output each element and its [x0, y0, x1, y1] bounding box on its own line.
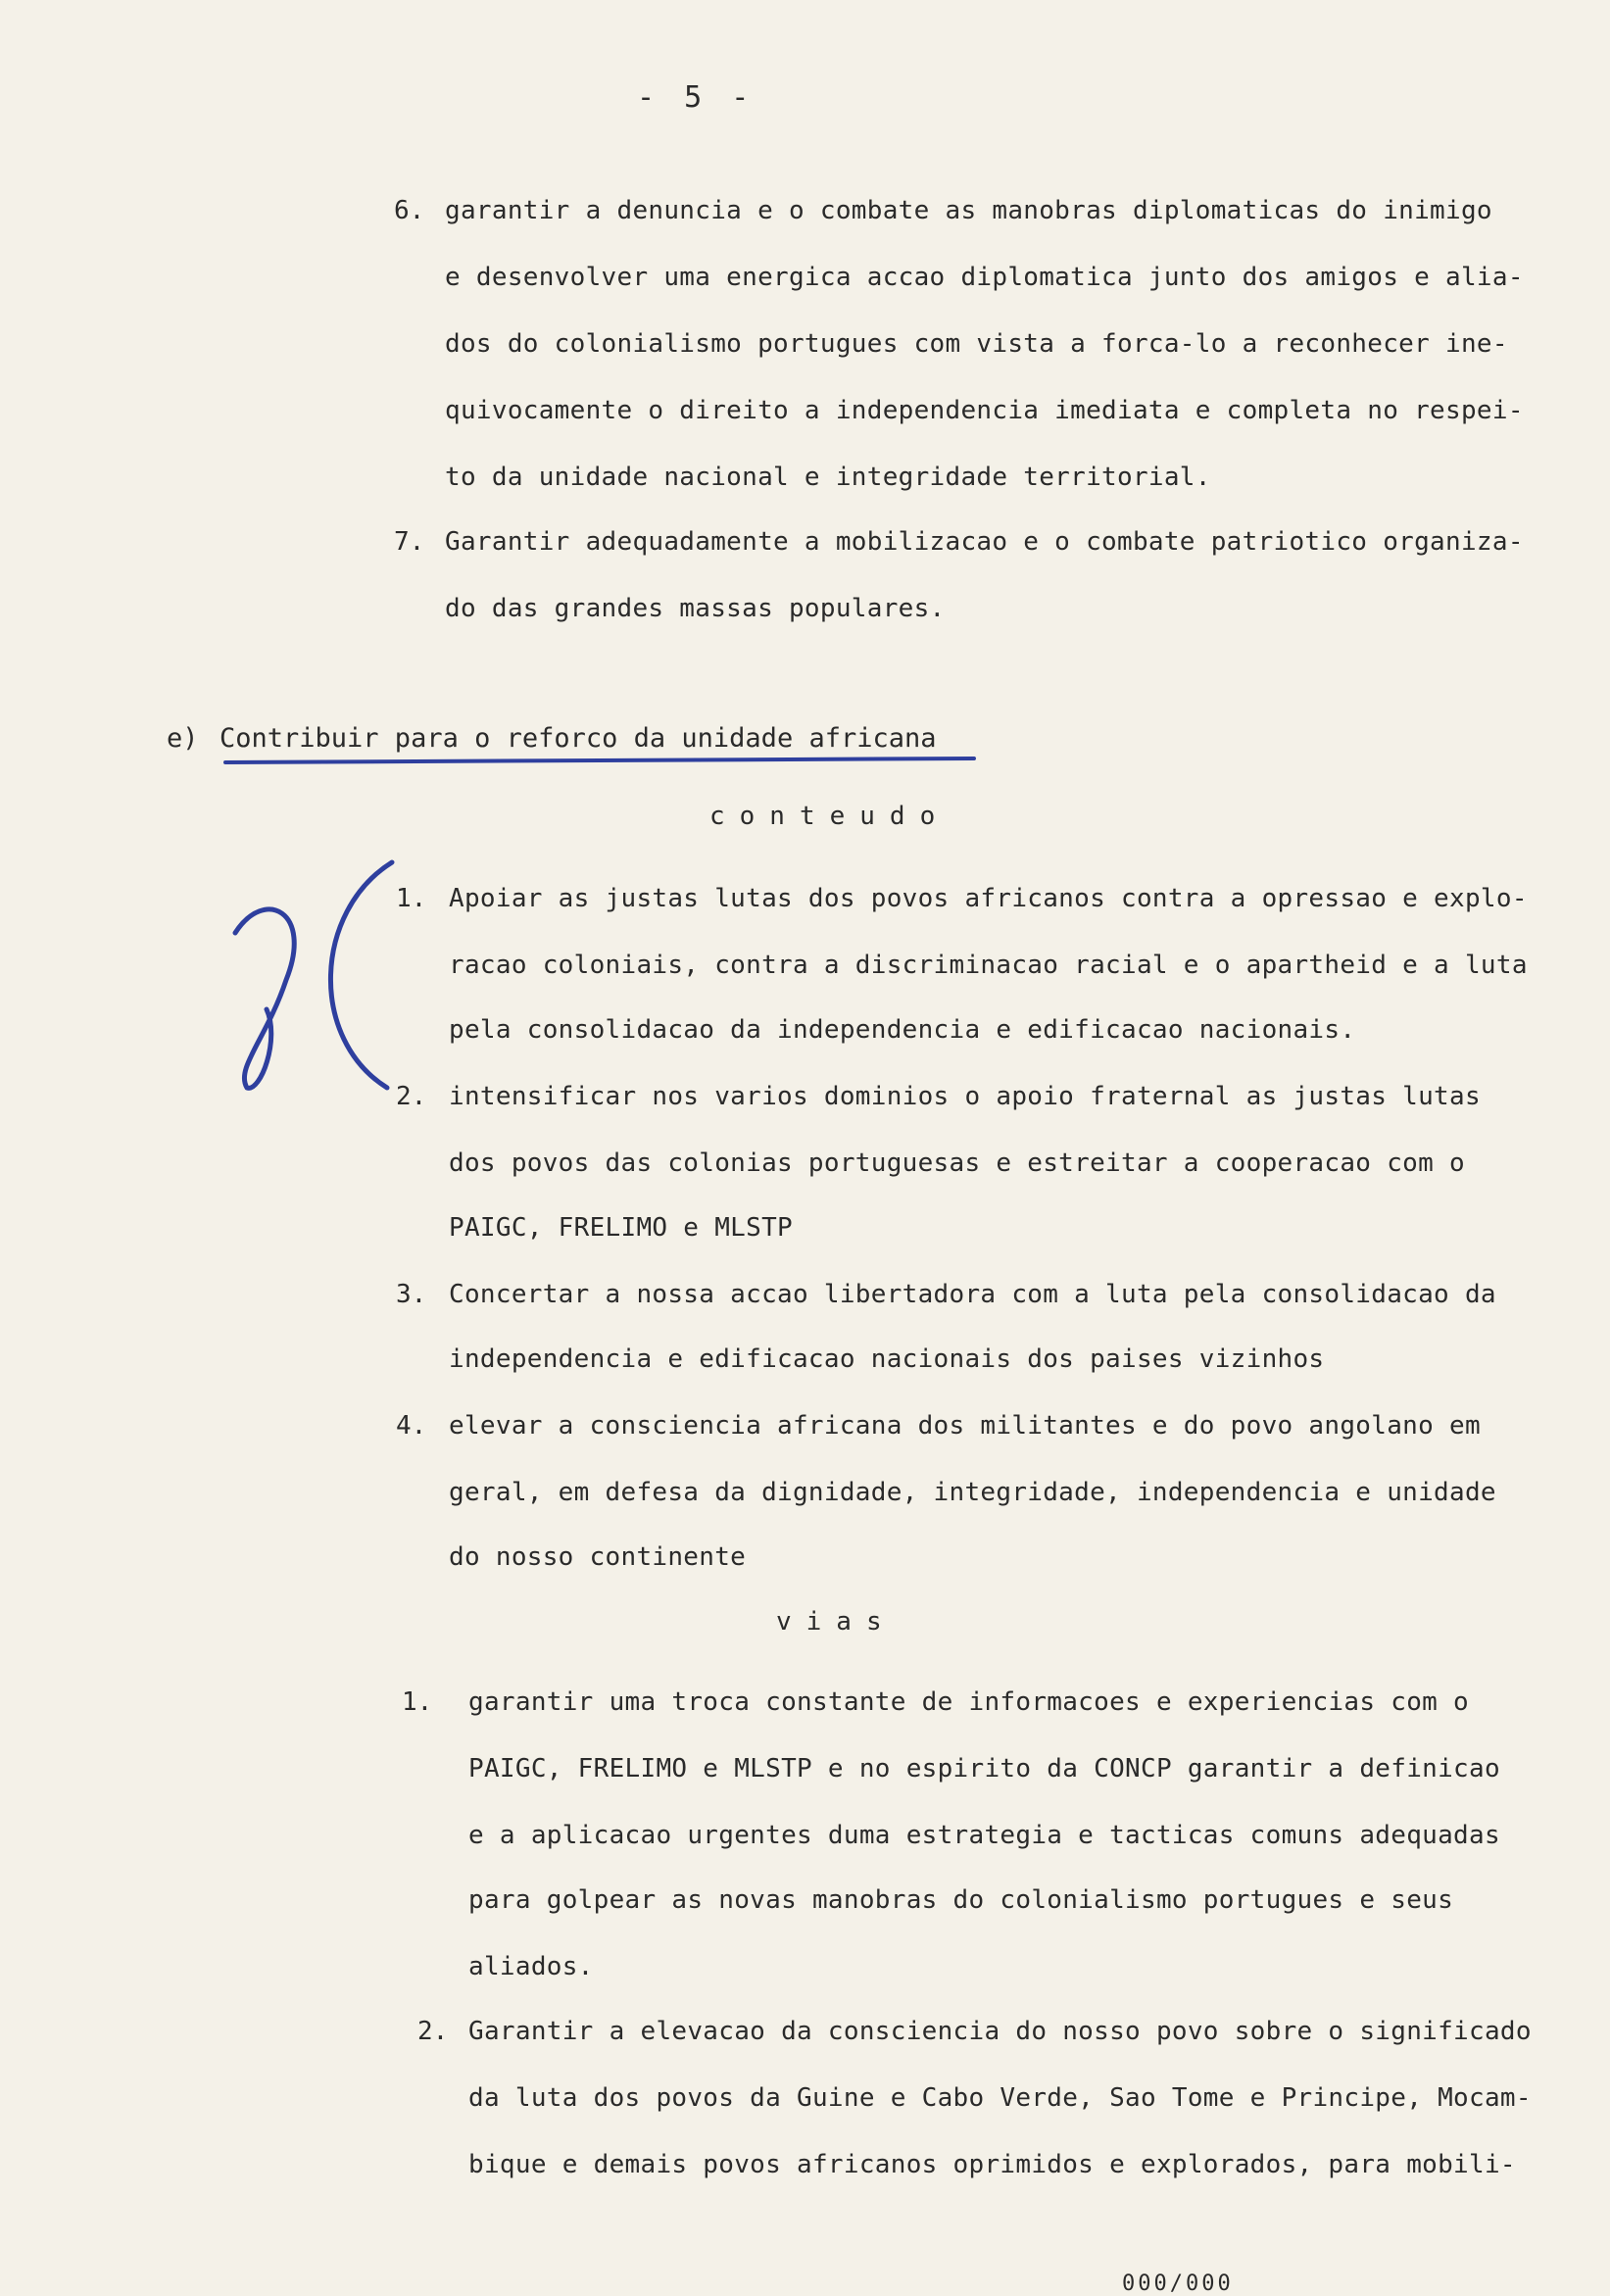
text-line: Apoiar as justas lutas dos povos africanos contra a opressao e explo- — [449, 884, 1528, 913]
text-line: Concertar a nossa accao libertadora com a luta pela consolidacao da — [449, 1280, 1496, 1309]
text-line: Garantir adequadamente a mobilizacao e o combate patriotico organiza- — [445, 527, 1524, 557]
text-line: bique e demais povos africanos oprimidos e explorados, para mobili- — [468, 2150, 1516, 2179]
text-line: PAIGC, FRELIMO e MLSTP e no espirito da CONCP garantir a definicao — [468, 1754, 1500, 1783]
text-line: e a aplicacao urgentes duma estrategia e tacticas comuns adequadas — [468, 1821, 1500, 1850]
text-line: PAIGC, FRELIMO e MLSTP — [449, 1213, 793, 1243]
text-line: elevar a consciencia africana dos militantes e do povo angolano em — [449, 1411, 1481, 1441]
item-number: 2. — [417, 2017, 449, 2046]
text-line: independencia e edificacao nacionais dos paises vizinhos — [449, 1344, 1325, 1374]
text-line: e desenvolver uma energica accao diplomatica junto dos amigos e alia- — [445, 263, 1524, 292]
text-line: intensificar nos varios dominios o apoio fraternal as justas lutas — [449, 1082, 1481, 1111]
item-number: 1. — [396, 884, 427, 913]
page-footer: 000/000 — [1122, 2272, 1234, 2296]
item-number: 2. — [396, 1082, 427, 1111]
item-number: 1. — [402, 1687, 433, 1717]
text-line: Garantir a elevacao da consciencia do nosso povo sobre o significado — [468, 2017, 1532, 2046]
text-line: do nosso continente — [449, 1542, 747, 1572]
conteudo-heading: conteudo — [709, 802, 951, 831]
text-line: quivocamente o direito a independencia imediata e completa no respei- — [445, 396, 1524, 425]
item-number: 7. — [394, 527, 425, 557]
text-line: geral, em defesa da dignidade, integridade, independencia e unidade — [449, 1478, 1496, 1507]
text-line: dos povos das colonias portuguesas e estreitar a cooperacao com o — [449, 1148, 1465, 1178]
text-line: do das grandes massas populares. — [445, 594, 946, 623]
text-line: to da unidade nacional e integridade territorial. — [445, 463, 1211, 492]
text-line: da luta dos povos da Guine e Cabo Verde, Sao Tome e Principe, Mocam- — [468, 2083, 1532, 2113]
text-line: pela consolidacao da independencia e edificacao nacionais. — [449, 1015, 1356, 1045]
vias-heading: vias — [776, 1607, 897, 1637]
text-line: para golpear as novas manobras do colonialismo portugues e seus — [468, 1885, 1454, 1915]
item-number: 3. — [396, 1280, 427, 1309]
section-title: Contribuir para o reforco da unidade africana — [220, 723, 937, 754]
text-line: racao coloniais, contra a discriminacao racial e o apartheid e a luta — [449, 951, 1528, 980]
item-number: 6. — [394, 196, 425, 225]
text-line: garantir a denuncia e o combate as manobras diplomaticas do inimigo — [445, 196, 1492, 225]
item-number: 4. — [396, 1411, 427, 1441]
text-line: aliados. — [468, 1952, 594, 1981]
text-line: garantir uma troca constante de informacoes e experiencias com o — [468, 1687, 1470, 1717]
page-number: - 5 - — [637, 80, 756, 115]
section-label: e) — [167, 723, 199, 754]
text-line: dos do colonialismo portugues com vista a forca-lo a reconhecer ine- — [445, 329, 1508, 359]
